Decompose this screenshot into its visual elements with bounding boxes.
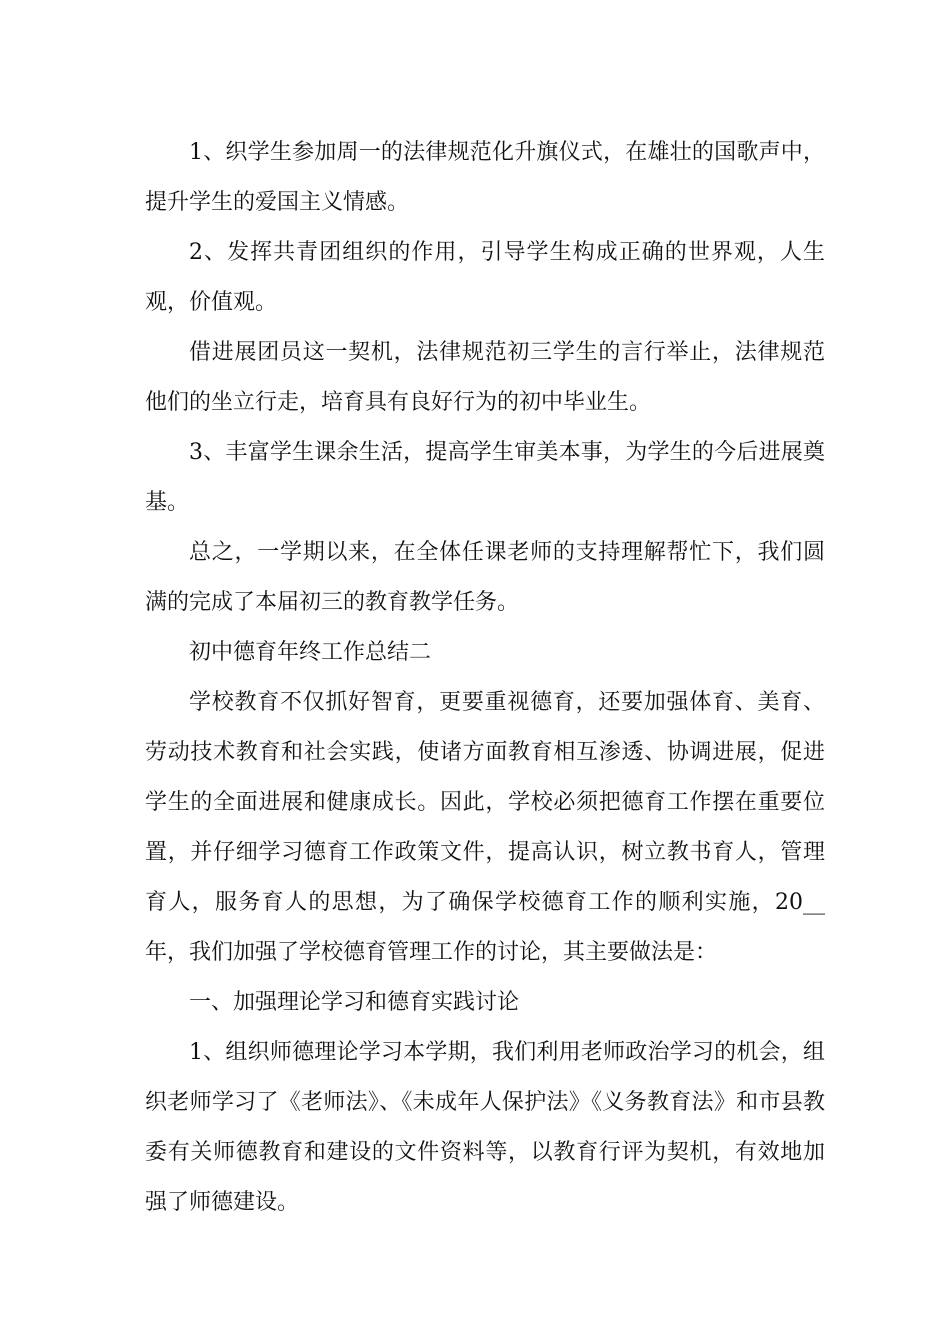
paragraph-5: 总之，一学期以来，在全体任课老师的支持理解帮忙下，我们圆满的完成了本届初三的教育教学任务。 [145,540,825,615]
document-body [145,128,825,1228]
paragraph-6: 学校教育不仅抓好智育，更要重视德育，还要加强体育、美育、劳动技术教育和社会实践，使诸方面教育相互渗透、协调进展，促进学生的全面进展和健康成长。因此，学校必须把德育工作摆在重要位置，并仔细学习德育工作政策文件，提高认识，树立教书育人，管理育人，服务育人的思想，为了确保学校德育工作的顺利实施，20__年，我们加强了学校德育管理工作的讨论，其主要做法是： [145,690,825,965]
paragraph-3: 借进展团员这一契机，法律规范初三学生的言行举止，法律规范他们的坐立行走，培育具有良好行为的初中毕业生。 [145,340,825,415]
paragraph-2: 2、发挥共青团组织的作用，引导学生构成正确的世界观，人生观，价值观。 [145,240,825,315]
paragraph-4: 3、丰富学生课余生活，提高学生审美本事，为学生的今后进展奠基。 [145,440,825,515]
section-heading-2: 初中德育年终工作总结二 [189,640,432,665]
paragraph-7: 1、组织师德理论学习本学期，我们利用老师政治学习的机会，组织老师学习了《老师法》、《未成年人保护法》《义务教育法》和市县教委有关师德教育和建设的文件资料等，以教育行评为契机，有效地加强了师德建设。 [145,1040,825,1215]
subsection-heading-1: 一、加强理论学习和德育实践讨论 [189,990,520,1015]
paragraph-1: 1、织学生参加周一的法律规范化升旗仪式，在雄壮的国歌声中，提升学生的爱国主义情感。 [145,140,825,215]
